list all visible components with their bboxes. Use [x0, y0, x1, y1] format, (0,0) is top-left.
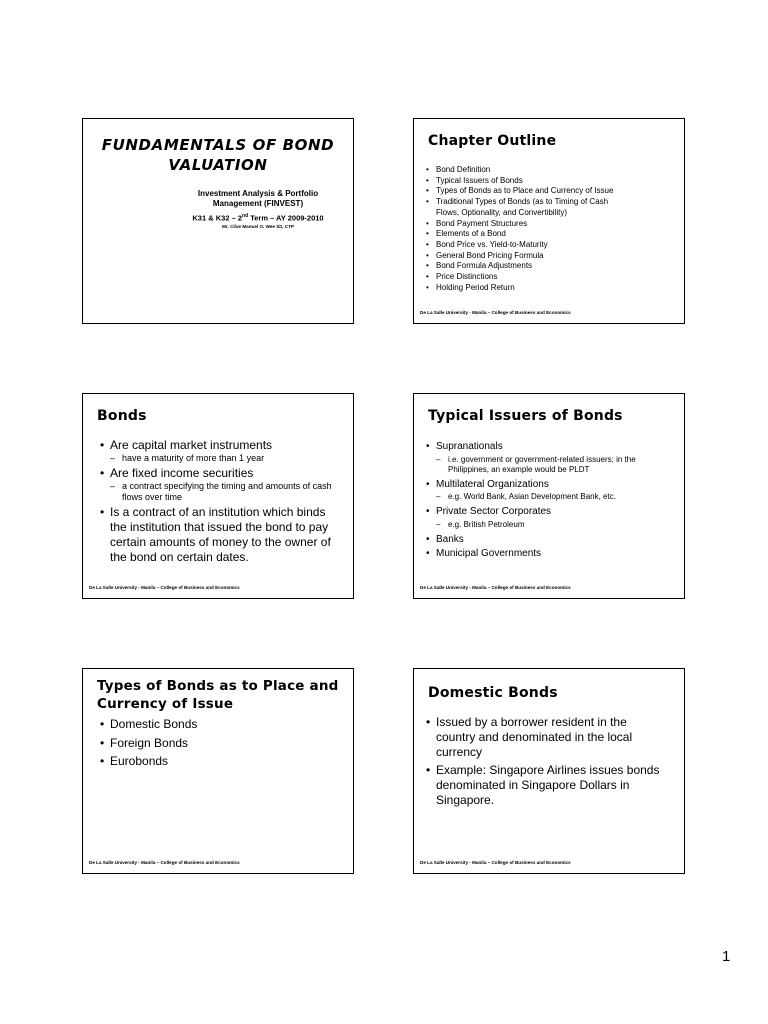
list-item: • Foreign Bonds [100, 734, 343, 753]
bullet-list [100, 438, 343, 565]
list-item: • Price Distinctions [426, 272, 676, 283]
list-item: • Types of Bonds as to Place and Currency of Issue [426, 186, 676, 197]
list-item: • Banks [426, 533, 674, 548]
list-item: • Typical Issuers of Bonds [426, 176, 676, 187]
slide-footer: De La Salle University - Manila – College of Business and Economics [420, 860, 571, 865]
professor-name: Mr. Clive Manuel O. Wee Sit, CTP [222, 224, 294, 229]
presentation-title: FUNDAMENTALS OF BOND VALUATION [101, 136, 335, 174]
list-item: • Are fixed income securities – a contract specifying the timing and amounts of cash flows over time [100, 466, 343, 503]
slide-heading: Typical Issuers of Bonds [428, 408, 623, 424]
list-item: • Traditional Types of Bonds (as to Timing of Cash Flows, Optionality, and Convertibility) [426, 197, 676, 218]
list-item: • Example: Singapore Airlines issues bonds denominated in Singapore Dollars in Singapore. [426, 763, 668, 809]
list-item: • Issued by a borrower resident in the country and denominated in the local currency [426, 715, 668, 761]
slide-domestic-bonds [413, 668, 685, 874]
list-item: • Domestic Bonds [100, 715, 343, 734]
page-number: 1 [722, 948, 731, 965]
list-item: • Bond Formula Adjustments [426, 261, 676, 272]
bullet-list [100, 715, 343, 771]
course-name: Investment Analysis & Portfolio Management (FINVEST) [197, 189, 319, 208]
bullet-list [426, 715, 668, 810]
slide-chapter-outline [413, 118, 685, 324]
list-item: • Municipal Governments [426, 547, 674, 562]
list-item: • Eurobonds [100, 752, 343, 771]
slide-heading: Bonds [97, 408, 147, 424]
slide-types-of-bonds [82, 668, 354, 874]
slide-footer: De La Salle University - Manila – College of Business and Economics [420, 310, 571, 315]
list-item: • Are capital market instruments – have a maturity of more than 1 year [100, 438, 343, 464]
slide-heading: Domestic Bonds [428, 685, 558, 701]
sub-item: – e.g. British Petroleum [436, 520, 674, 530]
outline-list [426, 165, 676, 293]
sub-item: – i.e. government or government-related issuers; in the Philippines, an example would be PLDT [436, 455, 674, 475]
list-item: • Is a contract of an institution which binds the institution that issued the bond to pay certain amounts of money to the owner of the bond on certain dates. [100, 505, 343, 565]
slide-title [82, 118, 354, 324]
slide-typical-issuers [413, 393, 685, 599]
slide-footer: De La Salle University - Manila – College of Business and Economics [89, 860, 240, 865]
sub-item: – have a maturity of more than 1 year [110, 453, 343, 464]
sub-item: – a contract specifying the timing and amounts of cash flows over time [110, 481, 343, 503]
slide-bonds [82, 393, 354, 599]
list-item: • Elements of a Bond [426, 229, 676, 240]
list-item: • General Bond Pricing Formula [426, 251, 676, 262]
list-item: • Holding Period Return [426, 283, 676, 294]
bullet-list [426, 440, 674, 562]
sub-item: – e.g. World Bank, Asian Development Bank, etc. [436, 492, 674, 502]
list-item: • Private Sector Corporates – e.g. British Petroleum [426, 505, 674, 530]
list-item: • Bond Definition [426, 165, 676, 176]
list-item: • Supranationals – i.e. government or government-related issuers; in the Philippines, an example would be PLDT [426, 440, 674, 475]
slide-footer: De La Salle University - Manila – College of Business and Economics [89, 585, 240, 590]
slide-heading: Chapter Outline [428, 133, 557, 149]
slide-heading: Types of Bonds as to Place and Currency of Issue [97, 678, 339, 712]
list-item: • Bond Payment Structures [426, 219, 676, 230]
list-item: • Bond Price vs. Yield-to-Maturity [426, 240, 676, 251]
term-info: K31 & K32 – 2nd Term – AY 2009-2010 [192, 213, 324, 223]
list-item: • Multilateral Organizations – e.g. World Bank, Asian Development Bank, etc. [426, 478, 674, 503]
slide-footer: De La Salle University - Manila – College of Business and Economics [420, 585, 571, 590]
